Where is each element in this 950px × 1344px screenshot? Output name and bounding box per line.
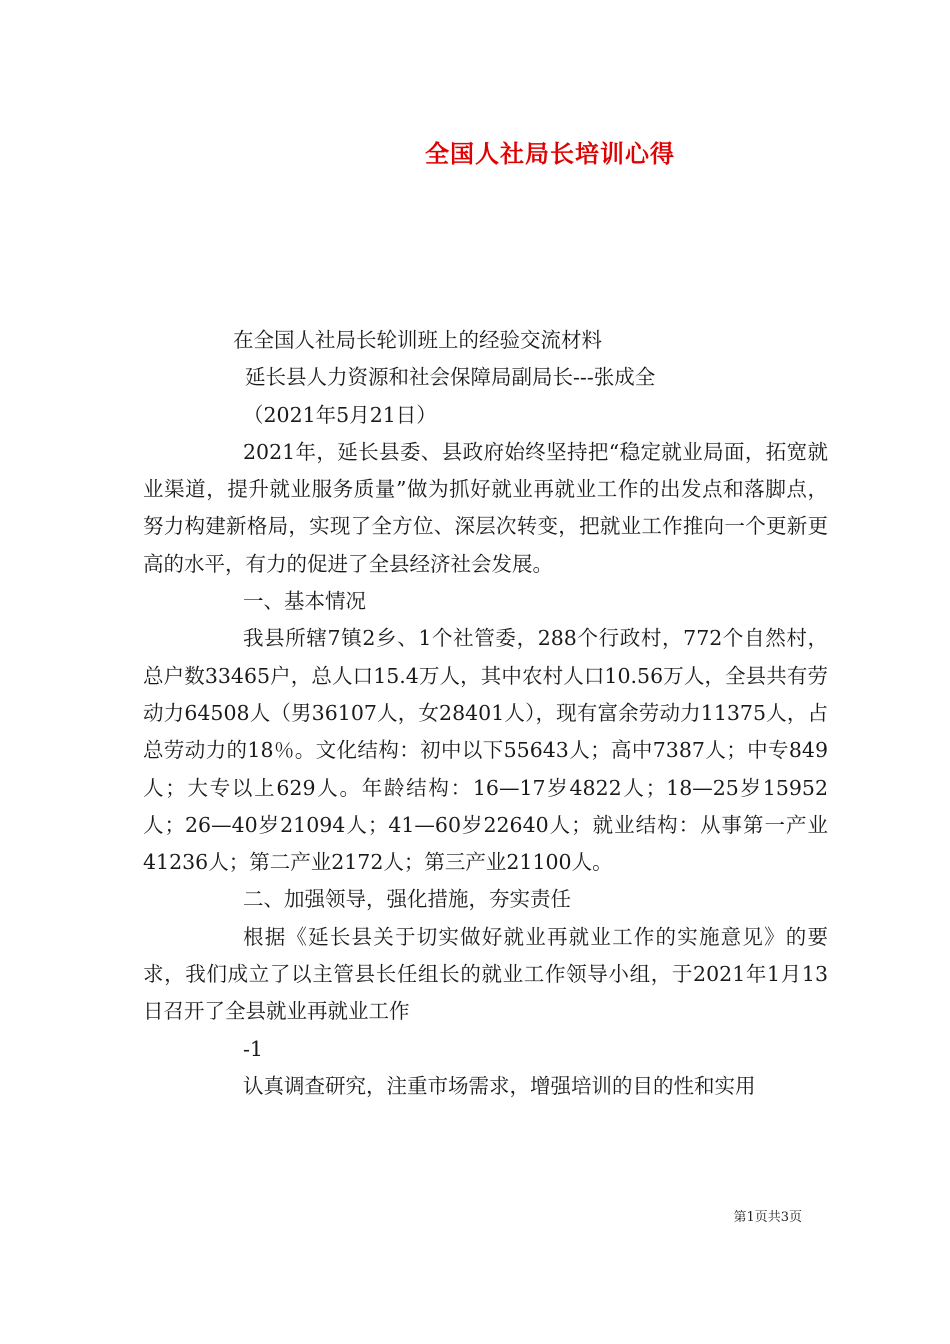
document-title: 全国人社局长培训心得 bbox=[425, 139, 675, 168]
document-body bbox=[143, 322, 828, 1105]
author-line: 延长县人力资源和社会保障局副局长---张成全 bbox=[245, 365, 656, 390]
date-line: （2021年5月21日） bbox=[243, 402, 437, 427]
page-marker: -1 bbox=[243, 1036, 263, 1061]
section-2-heading: 二、加强领导，强化措施，夯实责任 bbox=[243, 887, 571, 912]
continuation-line: 认真调查研究，注重市场需求，增强培训的目的性和实用 bbox=[243, 1073, 756, 1098]
section-2-paragraph: 根据《延长县关于切实做好就业再就业工作的实施意见》的要求，我们成立了以主管县长任组长的就业工作领导小组，于2021年1月13日召开了全县就业再就业工作 bbox=[143, 924, 828, 1024]
section-1-heading: 一、基本情况 bbox=[243, 589, 366, 614]
intro-paragraph: 2021年，延长县委、县政府始终坚持把“稳定就业局面，拓宽就业渠道，提升就业服务质量”做为抓好就业再就业工作的出发点和落脚点，努力构建新格局，实现了全方位、深层次转变，把就业工作推向一个更新更高的水平，有力的促进了全县经济社会发展。 bbox=[143, 439, 828, 576]
subtitle: 在全国人社局长轮训班上的经验交流材料 bbox=[233, 328, 602, 352]
page-footer: 第1页共3页 bbox=[733, 1210, 802, 1225]
section-1-paragraph: 我县所辖7镇2乡、1个社管委，288个行政村，772个自然村，总户数33465户，总人口15.4万人，其中农村人口10.56万人，全县共有劳动力64508人（男36107人，女28401人），现有富余劳动力11375人，占总劳动力的18％。文化结构：初中以下55643人；高中7387人；中专849人；大专以上629人。年龄结构：16—17岁4822人；18—25岁15952人；26—40岁21094人；41—60岁22640人；就业结构：从事第一产业41236人；第二产业2172人；第三产业21100人。 bbox=[143, 626, 828, 875]
